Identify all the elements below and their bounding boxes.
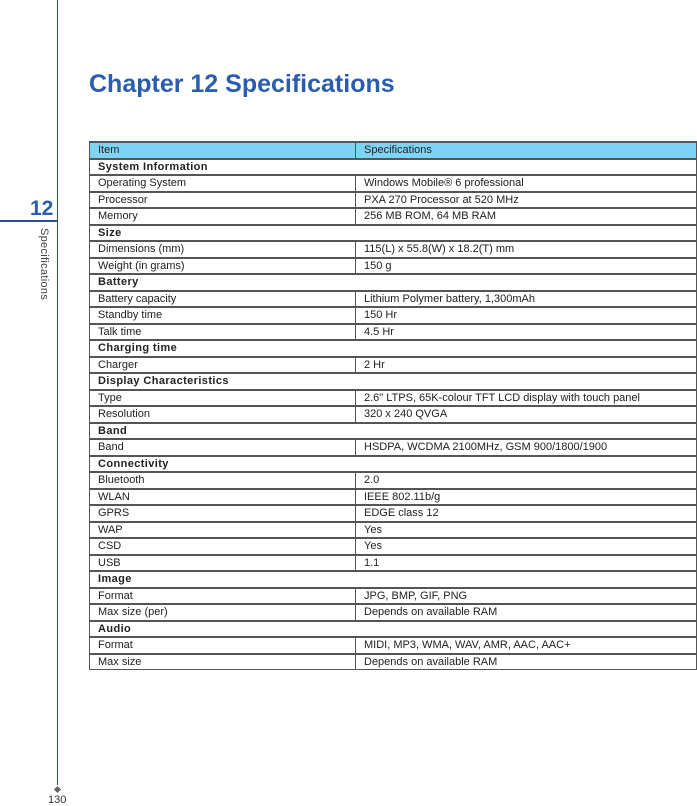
table-row (90, 588, 697, 605)
section-row (90, 571, 697, 588)
section-row (90, 225, 697, 242)
section-row (90, 373, 697, 390)
item-cell: CSD (90, 538, 356, 555)
spec-cell: HSDPA, WCDMA 2100MHz, GSM 900/1800/1900 (356, 439, 697, 456)
item-cell: Weight (in grams) (90, 258, 356, 275)
section-row (90, 159, 697, 176)
table-row (90, 637, 697, 654)
table-row (90, 324, 697, 341)
page-title: Chapter 12 Specifications (89, 70, 395, 98)
margin-rule (57, 0, 58, 785)
table-row (90, 258, 697, 275)
table-row (90, 208, 697, 225)
item-cell: Operating System (90, 175, 356, 192)
table-row (90, 654, 697, 670)
table-row (90, 241, 697, 258)
diamond-icon (54, 786, 61, 793)
table-row (90, 555, 697, 572)
spec-cell: 256 MB ROM, 64 MB RAM (356, 208, 697, 225)
item-cell: Max size (per) (90, 604, 356, 621)
spec-cell: Depends on available RAM (356, 604, 697, 621)
table-row (90, 192, 697, 209)
table-row (90, 406, 697, 423)
section-label: System Information (90, 159, 697, 176)
table-row (90, 489, 697, 506)
table-row (90, 505, 697, 522)
section-row (90, 274, 697, 291)
spec-cell: JPG, BMP, GIF, PNG (356, 588, 697, 605)
table-row (90, 307, 697, 324)
item-cell: Memory (90, 208, 356, 225)
table-row (90, 538, 697, 555)
section-label: Image (90, 571, 697, 588)
spec-cell: 2.6" LTPS, 65K-colour TFT LCD display with touch panel (356, 390, 697, 407)
item-cell: USB (90, 555, 356, 572)
item-cell: Talk time (90, 324, 356, 341)
spec-cell: Lithium Polymer battery, 1,300mAh (356, 291, 697, 308)
table-row (90, 472, 697, 489)
item-cell: Band (90, 439, 356, 456)
section-label: Charging time (90, 340, 697, 357)
item-cell: GPRS (90, 505, 356, 522)
item-cell: Max size (90, 654, 356, 670)
section-row (90, 456, 697, 473)
spec-cell: IEEE 802.11b/g (356, 489, 697, 506)
spec-cell: 320 x 240 QVGA (356, 406, 697, 423)
page-number: 130 (48, 794, 67, 806)
spec-cell: Windows Mobile® 6 professional (356, 175, 697, 192)
section-label: Battery (90, 274, 697, 291)
table-row (90, 439, 697, 456)
spec-cell: 150 g (356, 258, 697, 275)
spec-cell: Yes (356, 538, 697, 555)
table-row (90, 604, 697, 621)
section-label: Display Characteristics (90, 373, 697, 390)
spec-cell: Depends on available RAM (356, 654, 697, 670)
spec-cell: 4.5 Hr (356, 324, 697, 341)
item-cell: Bluetooth (90, 472, 356, 489)
spec-cell: PXA 270 Processor at 520 MHz (356, 192, 697, 209)
item-cell: Standby time (90, 307, 356, 324)
spec-cell: 1.1 (356, 555, 697, 572)
spec-cell: 150 Hr (356, 307, 697, 324)
table-row (90, 291, 697, 308)
header-item: Item (90, 142, 356, 159)
table-header (90, 142, 697, 159)
table-row (90, 175, 697, 192)
item-cell: Format (90, 637, 356, 654)
item-cell: Battery capacity (90, 291, 356, 308)
section-row (90, 621, 697, 638)
item-cell: Format (90, 588, 356, 605)
side-label: Specifications (38, 228, 50, 301)
item-cell: Resolution (90, 406, 356, 423)
section-label: Connectivity (90, 456, 697, 473)
table-row (90, 357, 697, 374)
spec-cell: MIDI, MP3, WMA, WAV, AMR, AAC, AAC+ (356, 637, 697, 654)
table-row (90, 390, 697, 407)
section-label: Size (90, 225, 697, 242)
spec-cell: 2 Hr (356, 357, 697, 374)
section-label: Audio (90, 621, 697, 638)
header-specifications: Specifications (356, 142, 697, 159)
section-row (90, 423, 697, 440)
item-cell: WAP (90, 522, 356, 539)
table-row (90, 522, 697, 539)
item-cell: Charger (90, 357, 356, 374)
item-cell: WLAN (90, 489, 356, 506)
specifications-table (89, 141, 697, 670)
item-cell: Processor (90, 192, 356, 209)
section-label: Band (90, 423, 697, 440)
section-row (90, 340, 697, 357)
item-cell: Dimensions (mm) (90, 241, 356, 258)
spec-cell: EDGE class 12 (356, 505, 697, 522)
chapter-number: 12 (30, 197, 54, 220)
spec-cell: 2.0 (356, 472, 697, 489)
spec-cell: Yes (356, 522, 697, 539)
item-cell: Type (90, 390, 356, 407)
spec-cell: 115(L) x 55.8(W) x 18.2(T) mm (356, 241, 697, 258)
